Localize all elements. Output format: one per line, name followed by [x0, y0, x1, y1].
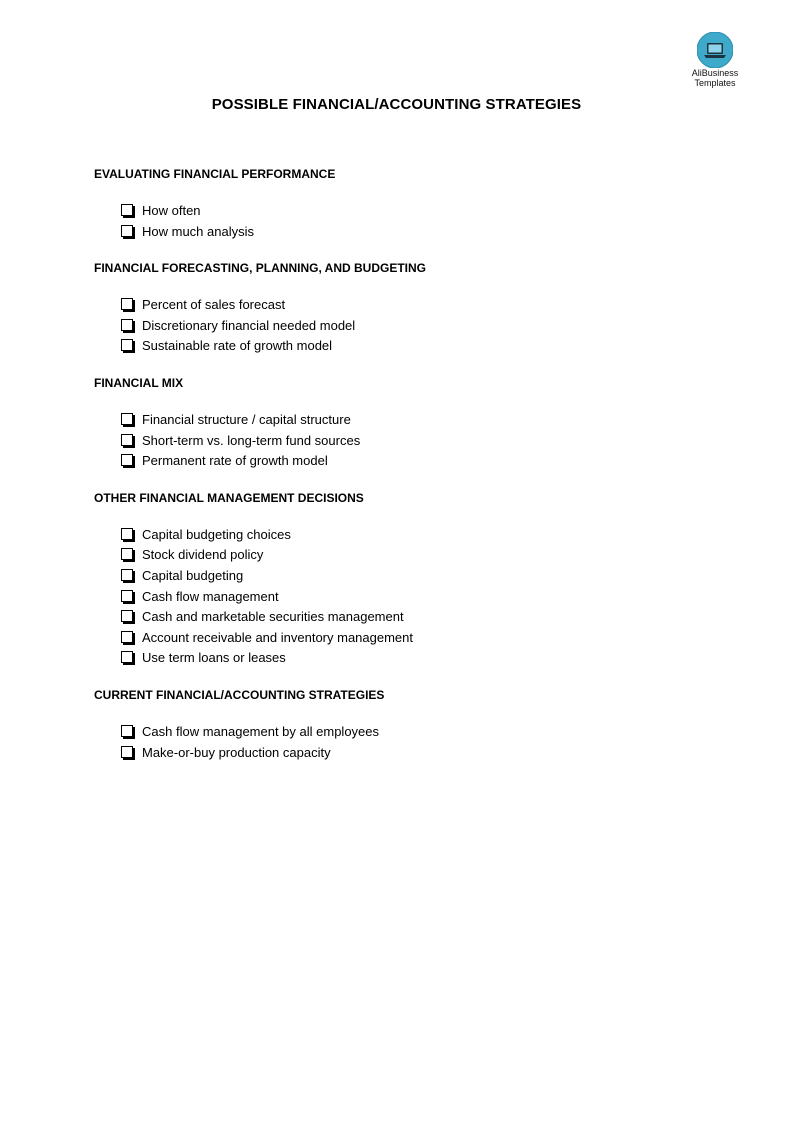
- logo-text-line2: Templates: [694, 78, 736, 88]
- checklist-section: [94, 687, 694, 763]
- checkbox-icon[interactable]: [121, 651, 133, 663]
- checklist-item-label: Cash flow management by all employees: [142, 723, 380, 739]
- section-heading: FINANCIAL FORECASTING, PLANNING, AND BUDGETING: [94, 261, 426, 276]
- checkbox-icon[interactable]: [121, 434, 133, 446]
- checklist-item-label: Cash flow management: [142, 588, 279, 604]
- checkbox-icon[interactable]: [121, 631, 133, 643]
- checklist-item: [94, 525, 694, 546]
- strategy-checklist: [94, 166, 694, 781]
- section-heading: CURRENT FINANCIAL/ACCOUNTING STRATEGIES: [94, 687, 385, 702]
- checkbox-icon[interactable]: [121, 339, 133, 351]
- checklist-item-label: Make-or-buy production capacity: [142, 744, 331, 760]
- checklist-item-label: How much analysis: [142, 223, 254, 239]
- checkbox-icon[interactable]: [121, 725, 133, 737]
- checklist-item-label: Discretionary financial needed model: [142, 317, 356, 333]
- checklist-item-label: Sustainable rate of growth model: [142, 338, 333, 354]
- checklist-item: [94, 410, 694, 431]
- section-heading: OTHER FINANCIAL MANAGEMENT DECISIONS: [94, 490, 364, 505]
- checklist-item: [94, 336, 694, 357]
- checklist-item-label: Stock dividend policy: [142, 547, 264, 563]
- checkbox-icon[interactable]: [121, 225, 133, 237]
- section-heading: EVALUATING FINANCIAL PERFORMANCE: [94, 167, 336, 181]
- checklist-item: [94, 628, 694, 649]
- checklist-item-label: Capital budgeting choices: [142, 526, 291, 542]
- checklist-item: [94, 201, 694, 222]
- checklist-item: [94, 295, 694, 316]
- checkbox-icon[interactable]: [121, 548, 133, 560]
- checklist-item-label: How often: [142, 203, 201, 218]
- checklist-item-label: Use term loans or leases: [142, 650, 286, 666]
- checklist-item: [94, 648, 694, 669]
- checkbox-icon[interactable]: [121, 204, 133, 216]
- checklist-item-label: Financial structure / capital structure: [142, 411, 351, 427]
- checkbox-icon[interactable]: [121, 298, 133, 310]
- checklist-item: [94, 566, 694, 587]
- checklist-item-label: Account receivable and inventory management: [142, 629, 413, 645]
- checkbox-icon[interactable]: [121, 454, 133, 466]
- laptop-icon: [697, 32, 733, 68]
- checklist-section: [94, 490, 694, 669]
- checklist-item: [94, 587, 694, 608]
- logo-circle: [697, 32, 733, 68]
- checklist-item-label: Capital budgeting: [142, 567, 244, 583]
- page-title: POSSIBLE FINANCIAL/ACCOUNTING STRATEGIES: [211, 96, 582, 113]
- checklist-item: [94, 722, 694, 743]
- checkbox-icon[interactable]: [121, 319, 133, 331]
- checklist-section: [94, 166, 694, 242]
- checkbox-icon[interactable]: [121, 590, 133, 602]
- checklist-item-label: Cash and marketable securities management: [142, 609, 404, 625]
- checklist-item: [94, 316, 694, 337]
- checklist-item: [94, 545, 694, 566]
- checklist-section: [94, 375, 694, 472]
- checkbox-icon[interactable]: [121, 610, 133, 622]
- section-heading: FINANCIAL MIX: [94, 375, 184, 390]
- checklist-item: [94, 451, 694, 472]
- checklist-item: [94, 222, 694, 243]
- alibusiness-logo: [683, 32, 747, 88]
- checklist-item: [94, 431, 694, 452]
- logo-text-line1: AliBusiness: [691, 68, 739, 78]
- checklist-item-label: Permanent rate of growth model: [142, 453, 328, 469]
- checkbox-icon[interactable]: [121, 569, 133, 581]
- checklist-section: [94, 260, 694, 357]
- checkbox-icon[interactable]: [121, 528, 133, 540]
- checkbox-icon[interactable]: [121, 413, 133, 425]
- checklist-item: [94, 743, 694, 764]
- checklist-item-label: Percent of sales forecast: [142, 297, 286, 313]
- checklist-item: [94, 607, 694, 628]
- checklist-item-label: Short-term vs. long-term fund sources: [142, 432, 361, 448]
- checkbox-icon[interactable]: [121, 746, 133, 758]
